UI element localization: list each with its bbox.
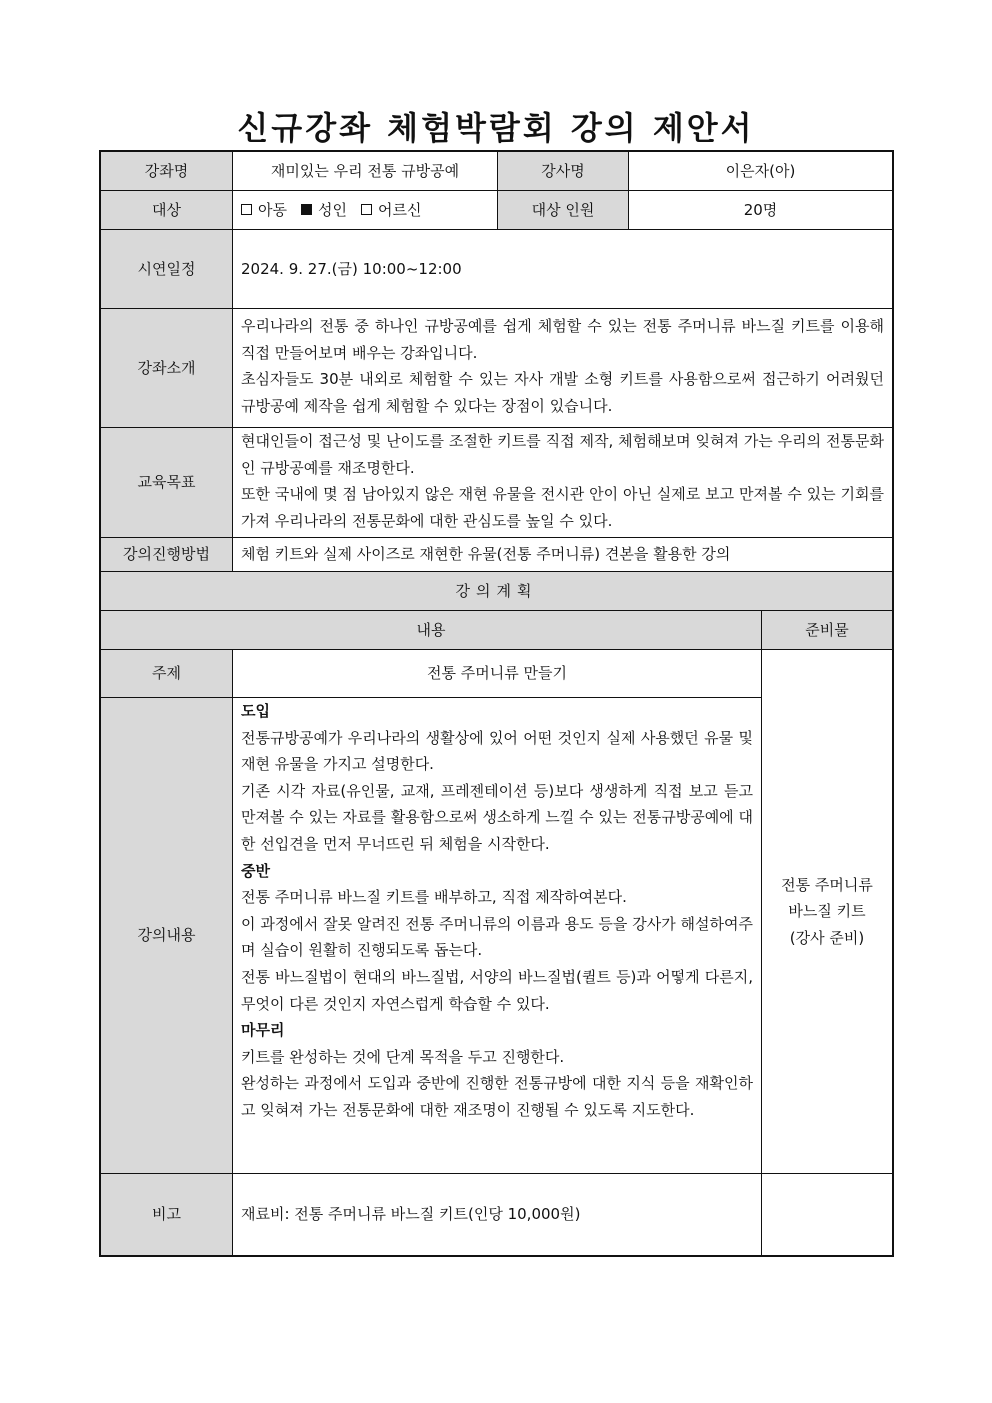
course-name-label: 강좌명 bbox=[101, 152, 233, 191]
intro-label: 강좌소개 bbox=[101, 309, 233, 428]
topic-label: 주제 bbox=[101, 650, 233, 698]
section-heading: 마무리 bbox=[241, 1021, 285, 1040]
instructor-label: 강사명 bbox=[498, 152, 629, 191]
materials-value bbox=[762, 650, 892, 1174]
goal-text bbox=[233, 428, 892, 538]
goal-paragraph: 또한 국내에 몇 점 남아있지 않은 재현 유물을 전시관 안이 아닌 실제로 보고 만져볼 수 있는 기회를 가져 우리나라의 전통문화에 대한 관심도를 높일 수 있다. bbox=[241, 485, 884, 530]
content-header: 내용 bbox=[101, 611, 762, 650]
section-line: 전통 바느질법이 현대의 바느질법, 서양의 바느질법(퀼트 등)과 어떻게 다른지, 무엇이 다른 것인지 자연스럽게 학습할 수 있다. bbox=[241, 967, 753, 1013]
goal-paragraph: 현대인들이 접근성 및 난이도를 조절한 키트를 직접 제작, 체험해보며 잊혀져 가는 우리의 전통문화인 규방공예를 재조명한다. bbox=[241, 432, 884, 477]
section-heading: 도입 bbox=[241, 702, 270, 720]
topic-value: 전통 주머니류 만들기 bbox=[233, 650, 762, 698]
checkbox-filled-icon bbox=[301, 204, 312, 215]
materials-line: 전통 주머니류 bbox=[781, 875, 873, 894]
target-label: 대상 bbox=[101, 191, 233, 230]
section-line: 이 과정에서 잘못 알려진 전통 주머니류의 이름과 용도 등을 강사가 해설하여주며 실습이 원활히 진행되도록 돕는다. bbox=[241, 914, 753, 960]
section-line: 키트를 완성하는 것에 단계 목적을 두고 진행한다. bbox=[241, 1047, 565, 1066]
course-name-value: 재미있는 우리 전통 규방공예 bbox=[233, 152, 498, 191]
method-value: 체험 키트와 실제 사이즈로 재현한 유물(전통 주머니류) 견본을 활용한 강의 bbox=[233, 538, 892, 572]
plan-header: 강의계획 bbox=[101, 572, 892, 611]
target-option-adult[interactable]: 성인 bbox=[301, 197, 347, 224]
section-heading: 중반 bbox=[241, 861, 270, 880]
intro-paragraph: 초심자들도 30분 내외로 체험할 수 있는 자사 개발 소형 키트를 사용함으로써 접근하기 어려웠던 규방공예 제작을 쉽게 체험할 수 있다는 장점이 있습니다. bbox=[241, 370, 884, 415]
content-body bbox=[233, 698, 762, 1174]
section-line: 전통 주머니류 바느질 키트를 배부하고, 직접 제작하여본다. bbox=[241, 888, 627, 907]
target-options bbox=[233, 191, 498, 230]
target-option-child[interactable]: 아동 bbox=[241, 197, 287, 224]
checkbox-empty-icon bbox=[361, 204, 372, 215]
materials-header: 준비물 bbox=[762, 611, 892, 650]
schedule-label: 시연일정 bbox=[101, 230, 233, 309]
method-label: 강의진행방법 bbox=[101, 538, 233, 572]
intro-paragraph: 우리나라의 전통 중 하나인 규방공예를 쉽게 체험할 수 있는 전통 주머니류 바느질 키트를 이용해 직접 만들어보며 배우는 강좌입니다. bbox=[241, 317, 884, 362]
proposal-form bbox=[99, 150, 894, 1257]
checkbox-empty-icon bbox=[241, 204, 252, 215]
content-label: 강의내용 bbox=[101, 698, 233, 1174]
target-option-senior[interactable]: 어르신 bbox=[361, 197, 421, 224]
materials-line: (강사 준비) bbox=[789, 928, 865, 947]
remarks-materials bbox=[762, 1174, 892, 1255]
materials-line: 바느질 키트 bbox=[788, 902, 866, 921]
headcount-label: 대상 인원 bbox=[498, 191, 629, 230]
section-line: 완성하는 과정에서 도입과 중반에 진행한 전통규방에 대한 지식 등을 재확인하고 잊혀져 가는 전통문화에 대한 재조명이 진행될 수 있도록 지도한다. bbox=[241, 1074, 753, 1119]
section-line: 기존 시각 자료(유인물, 교재, 프레젠테이션 등)보다 생생하게 직접 보고 듣고 만져볼 수 있는 자료를 활용함으로써 생소하게 느낄 수 있는 전통규방공예에 대한 선입견을 먼저 무너뜨린 뒤 체험을 시작한다. bbox=[241, 781, 753, 853]
instructor-value: 이은자(아) bbox=[629, 152, 892, 191]
remarks-value: 재료비: 전통 주머니류 바느질 키트(인당 10,000원) bbox=[233, 1174, 762, 1255]
headcount-value: 20명 bbox=[629, 191, 892, 230]
page-title: 신규강좌 체험박람회 강의 제안서 bbox=[237, 109, 755, 147]
goal-label: 교육목표 bbox=[101, 428, 233, 538]
remarks-label: 비고 bbox=[101, 1174, 233, 1255]
schedule-value: 2024. 9. 27.(금) 10:00~12:00 bbox=[233, 230, 892, 309]
intro-text bbox=[233, 309, 892, 428]
section-line: 전통규방공예가 우리나라의 생활상에 있어 어떤 것인지 실제 사용했던 유물 및 재현 유물을 가지고 설명한다. bbox=[241, 728, 753, 774]
